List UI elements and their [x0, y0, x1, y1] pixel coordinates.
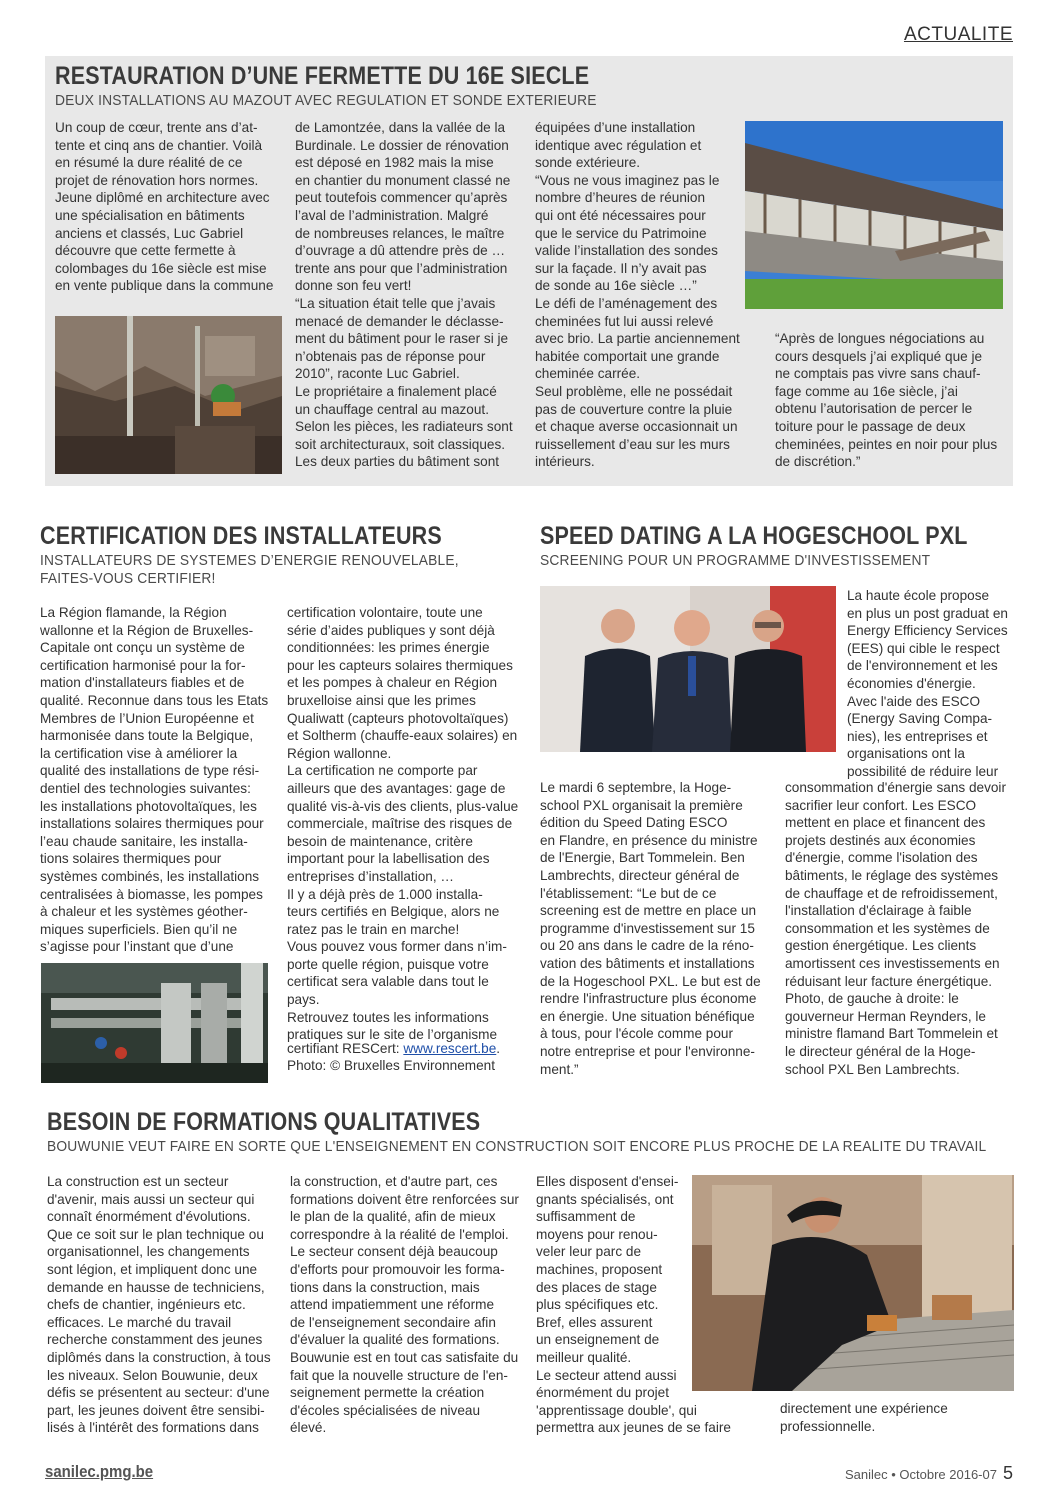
article-restauration-subtitle: DEUX INSTALLATIONS AU MAZOUT AVEC REGULATION ET SONDE EXTERIEURE	[55, 92, 597, 109]
article-restauration-title: RESTAURATION D’UNE FERMETTE DU 16E SIECLE	[55, 62, 590, 90]
article-formations-col3: Elles disposent d'ensei- gnants spécialisés, ont suffisamment de moyens pour renou- veler leur parc de machines, proposent des places de stage plus spécifiques etc. Bref, elles assurent un enseignement de meilleur qualité. Le secteur attend aussi énormément du projet 'apprentissage double', qui permettra aux jeunes de se faire	[536, 1174, 731, 1436]
article-certification-col1: La Région flamande, la Région wallonne et la Région de Bruxelles- Capitale ont conçu un système de certification harmonisé pour la for- mation d'installateurs fiables et de qualité. Reconnue dans tous les Etats Membres de l’Union Européenne et harmonisée dans toute la Belgique, la certification vise à améliorer la qualité des installations de type rési- dentiel des technologies suivantes: les installations photovoltaïques, les installations solaires thermiques pour l’eau chaude sanitaire, les installa- tions solaires thermiques pour systèmes combinés, les installations centralisées à biomasse, les pompes à chaleur et les systèmes géother- miques superficiels. Bien qu’il ne s’agisse pour l’instant que d’une	[40, 605, 269, 955]
article-certification-col2: certification volontaire, toute une série d’aides publiques y sont déjà conditionnées: les primes énergie pour les capteurs solaires thermiques et les pompes à chaleur en Région bruxelloise ainsi que les primes Qualiwatt (capteurs photovoltaïques) et Soltherm (chauffe-eaux solaires) en Région wallonne. La certification ne comporte par ailleurs que des avantages: gage de qualité vis-à-vis des clients, plus-value commerciale, maîtrise des risques de besoin de maintenance, critère important pour la labellisation des entreprises d’installation, … Il y a déjà près de 1.000 installa- teurs certifiés en Belgique, alors ne ratez pas le train en marche! Vous pouvez vous former dans n’im- porte quelle région, puisque votre certificat sera valable dans tout le pays. Retrouvez toutes les informations pratiques sur le site de l’organisme	[287, 605, 519, 1043]
page-number: 5	[1002, 1463, 1013, 1483]
article-formations-col4: directement une expérience professionnelle.	[780, 1401, 948, 1434]
farmhouse-photo	[745, 121, 1003, 309]
chimney-photo	[55, 316, 282, 474]
article-formations-title: BESOIN DE FORMATIONS QUALITATIVES	[47, 1108, 481, 1136]
article-formations-subtitle: BOUWUNIE VEUT FAIRE EN SORTE QUE L'ENSEIGNEMENT EN CONSTRUCTION SOIT ENCORE PLUS PROCHE DE LA REALITE DU TRAVAIL	[47, 1138, 987, 1155]
article-speeddating-subtitle: SCREENING POUR UN PROGRAMME D'INVESTISSEMENT	[540, 552, 931, 569]
speed-dating-photo	[540, 586, 836, 752]
article-speeddating-title: SPEED DATING A LA HOGESCHOOL PXL	[540, 522, 968, 550]
footer-issue: Sanilec • Octobre 2016-07	[845, 1467, 997, 1482]
photo-credit: Photo: © Bruxelles Environnement	[287, 1058, 495, 1073]
footer-website[interactable]: sanilec.pmg.be	[45, 1462, 154, 1481]
article-restauration-col1: Un coup de cœur, trente ans d’at- tente et cinq ans de chantier. Voilà en résumé la dure réalité de ce projet de rénovation hors normes. Jeune diplômé en architecture avec une spécialisation en bâtiments anciens et classés, Luc Gabriel découvre que cette fermette à colombages du 16e siècle est mise en vente publique dans la commune	[55, 120, 274, 294]
article-speeddating-col-left: Le mardi 6 septembre, la Hoge- school PXL organisait la première édition du Speed Dating ESCO en Flandre, en présence du ministre de l'Energie, Bart Tommelein. Ben Lambrechts, directeur général de l'établissement: “Le but de ce screening est de mettre en place un programme d'investissement sur 15 ou 20 ans dans le cadre de la réno- vation des bâtiments et installations de la Hogeschool PXL. Le but est de rendre l'infrastructure plus économe en énergie. Une situation bénéfique à tous, pour l'école comme pour notre entreprise et pour l'environne- ment.”	[540, 780, 761, 1077]
article-restauration-col4: “Après de longues négociations au cours desquels j’ai expliqué que je ne comptais pas vivre sans chauf- fage comme au 16e siècle, j’ai obtenu l’autorisation de percer le toiture pour le passage de deux cheminées, peintes en noir pour plus de discrétion.”	[775, 331, 998, 470]
workshop-photo	[692, 1175, 1014, 1391]
footer-issue-info	[845, 1463, 1013, 1484]
article-formations-col1: La construction est un secteur d'avenir, mais aussi un secteur qui connaît énormément d'évolutions. Que ce soit sur le plan technique ou organisationnel, les changements sont légion, et impliquent donc une demande en hausse de techniciens, chefs de chantier, ingénieurs etc. efficaces. Le marché du travail recherche constamment des jeunes diplômés dans la construction, à tous les niveaux. Selon Bouwunie, deux défis se présentent au secteur: d'une part, les jeunes doivent être sensibi- lisés à l'intérêt des formations dans	[47, 1174, 271, 1436]
article-certification-title: CERTIFICATION DES INSTALLATEURS	[40, 522, 442, 550]
rescert-link[interactable]: www.rescert.be	[403, 1041, 497, 1056]
article-certification-subtitle: INSTALLATEURS DE SYSTEMES D’ENERGIE RENOUVELABLE, FAITES-VOUS CERTIFIER!	[40, 552, 459, 587]
article-certification-link-line	[287, 1040, 519, 1058]
installation-pipes-photo	[41, 963, 268, 1083]
article-restauration-col3: équipées d’une installation identique avec régulation et sonde extérieure. “Vous ne vous imaginez pas le nombre d’heures de réunion qui ont été nécessaires pour que le service du Patrimoine valide l’installation des sondes sur la façade. Il n’y avait pas de sonde au 16e siècle …” Le défi de l’aménagement des cheminées fut lui aussi relevé avec brio. La partie anciennement habitée comportait une grande cheminée carrée. Seul problème, elle ne possédait pas de couverture contre la pluie et chaque averse occasionnait un ruissellement d’eau sur les murs intérieurs.	[535, 120, 740, 470]
link-prefix: certifiant RESCert:	[287, 1041, 404, 1056]
article-restauration-col2: de Lamontzée, dans la vallée de la Burdinale. Le dossier de rénovation est déposé en 1982 mais la mise en chantier du monument classé ne peut toutefois commencer qu’après l’aval de l’administration. Malgré de nombreuses relances, le maître d’ouvrage a dû attendre près de … trente ans pour que l’administration donne son feu vert! “La situation était telle que j’avais menacé de demander le déclasse- ment du bâtiment pour le raser si je n’obtenais pas de réponse pour 2010”, raconte Luc Gabriel. Le propriétaire a finalement placé un chauffage central au mazout. Selon les pièces, les radiateurs sont soit architecturaux, soit classiques. Les deux parties du bâtiment sont	[295, 120, 513, 470]
article-formations-col2: la construction, et d'autre part, ces formations doivent être renforcées sur le plan de la qualité, afin de mieux correspondre à la réalité de l'emploi. Le secteur consent déjà beaucoup d'efforts pour promouvoir les forma- tions dans la construction, mais attend impatiemment une réforme de l'enseignement secondaire afin d'évaluer la qualité des formations. Bouwunie est en tout cas satisfaite du fait que la nouvelle structure de l'en- seignement permette la création d'écoles spécialisées de niveau élevé.	[290, 1174, 519, 1436]
article-speeddating-col-right: consommation d'énergie sans devoir sacrifier leur confort. Les ESCO mettent en place et financent des projets destinés aux économies d'énergie, comme l'isolation des bâtiments, le réglage des systèmes de chauffage et de refroidissement, l'installation d'éclairage à faible consommation et les systèmes de gestion énergétique. Les clients amortissent ces investissements en réduisant leur facture énergétique. Photo, de gauche à droite: le gouverneur Herman Reynders, le ministre flamand Bart Tommelein et le directeur général de la Hoge- school PXL Ben Lambrechts.	[785, 780, 1006, 1077]
link-punct: .	[496, 1041, 501, 1056]
article-speeddating-col-top-right: La haute école propose en plus un post graduat en Energy Efficiency Services (EES) qui cible le respect de l'environnement et les économies d'énergie. Avec l'aide des ESCO (Energy Saving Compa- nies), les entreprises et organisations ont la possibilité de réduire leur	[847, 588, 1008, 779]
section-label: ACTUALITE	[903, 24, 1013, 45]
